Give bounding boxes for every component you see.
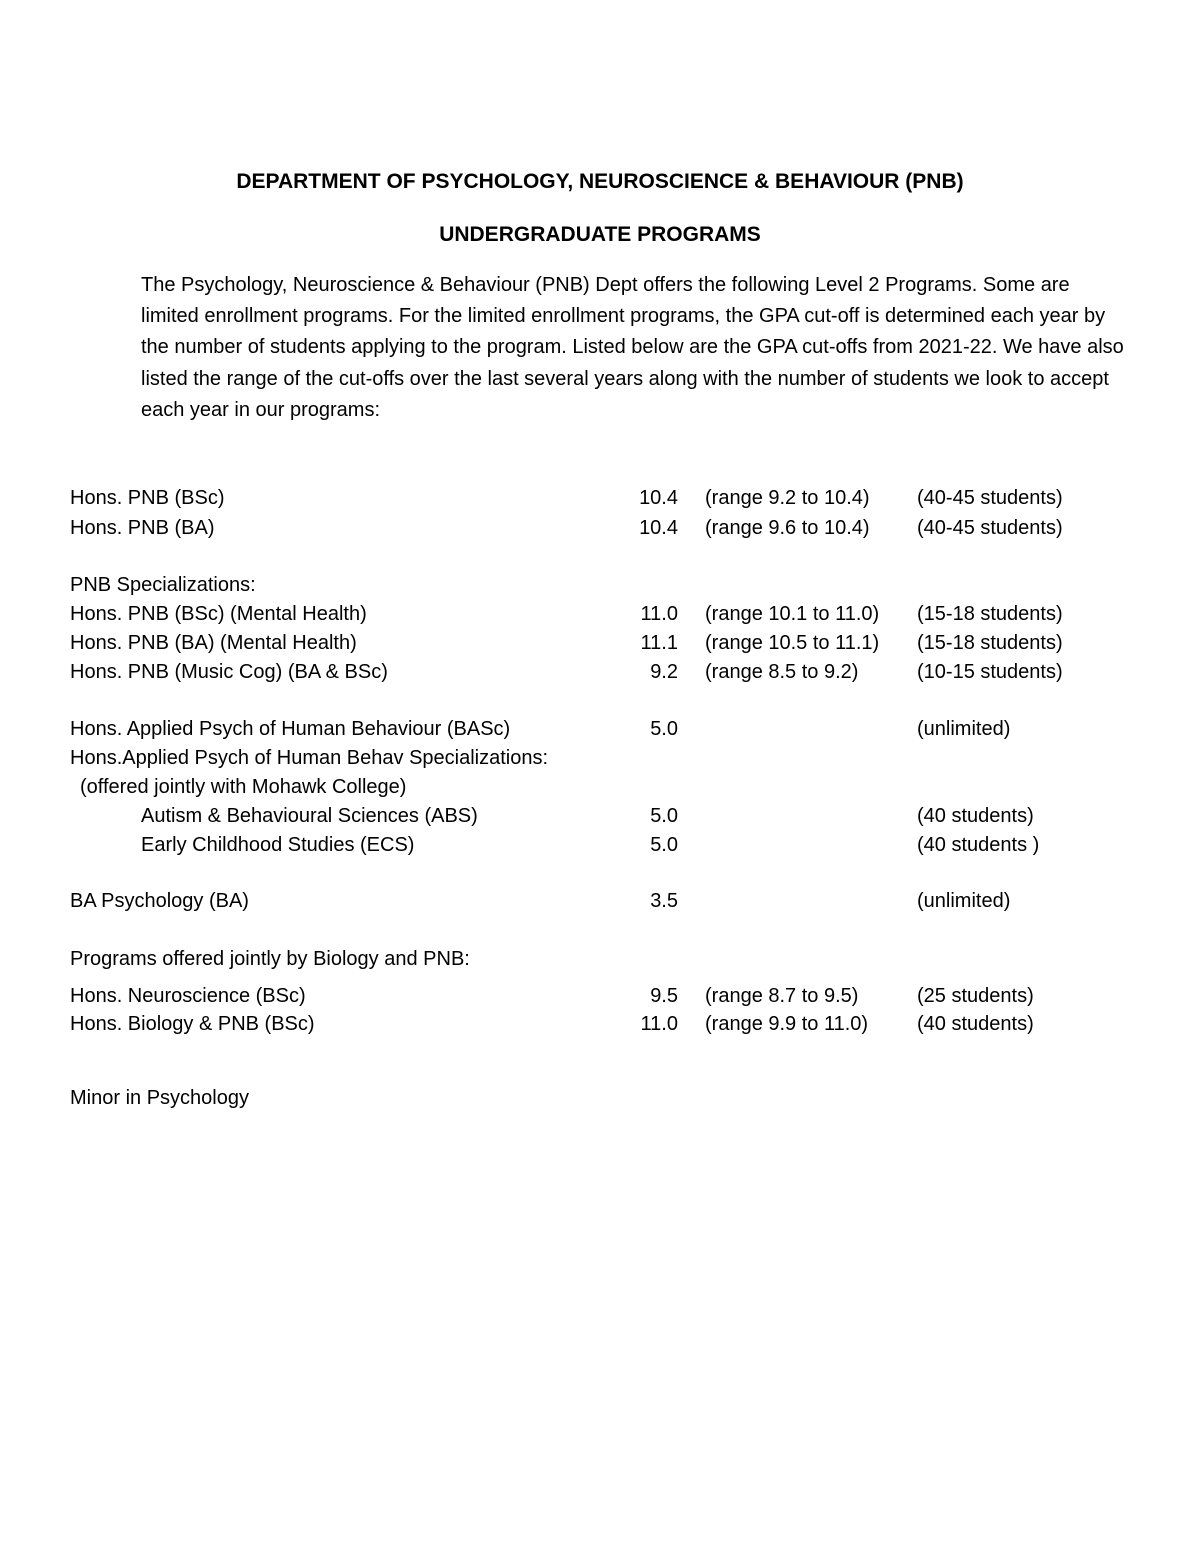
section-heading: Hons.Applied Psych of Human Behav Specializations: xyxy=(70,747,549,769)
program-name: Hons. PNB (BA) (Mental Health) xyxy=(70,632,357,654)
program-name: Hons. Biology & PNB (BSc) xyxy=(70,1013,315,1035)
gpa-cutoff: 5.0 xyxy=(650,718,678,740)
program-name: Hons. Neuroscience (BSc) xyxy=(70,985,306,1007)
gpa-range: (range 8.7 to 9.5) xyxy=(705,985,859,1007)
gpa-cutoff: 5.0 xyxy=(650,834,678,856)
program-name: Early Childhood Studies (ECS) xyxy=(141,834,415,856)
program-row xyxy=(0,1084,1200,1112)
student-capacity: (10-15 students) xyxy=(917,661,1063,683)
program-row xyxy=(0,600,1200,628)
student-capacity: (15-18 students) xyxy=(917,603,1063,625)
program-row xyxy=(0,887,1200,915)
gpa-cutoff: 9.5 xyxy=(650,985,678,1007)
gpa-cutoff: 5.0 xyxy=(650,805,678,827)
program-row xyxy=(0,1010,1200,1038)
gpa-cutoff: 11.0 xyxy=(640,603,678,625)
section-heading: PNB Specializations: xyxy=(70,574,256,596)
program-name: Hons. PNB (BA) xyxy=(70,517,215,539)
program-row xyxy=(0,715,1200,743)
program-name: Autism & Behavioural Sciences (ABS) xyxy=(141,805,478,827)
gpa-range: (range 9.6 to 10.4) xyxy=(705,517,870,539)
document-subtitle: UNDERGRADUATE PROGRAMS xyxy=(439,223,761,246)
gpa-range: (range 9.9 to 11.0) xyxy=(705,1013,869,1035)
gpa-cutoff: 3.5 xyxy=(650,890,678,912)
section-heading-row xyxy=(0,744,1200,772)
program-name: Hons. PNB (BSc) (Mental Health) xyxy=(70,603,367,625)
student-capacity: (40 students) xyxy=(917,805,1034,827)
program-row xyxy=(0,484,1200,512)
intro-paragraph: The Psychology, Neuroscience & Behaviour (PNB) Dept offers the following Level 2 Programs. Some are limited enrollment programs. For the limited enrollment programs, the GPA cut-off is determined each year by the number of students applying to the program. Listed below are the GPA cut-offs from 2021-22. We have also listed the range of the cut-offs over the last several years along with the number of students we look to accept each year in our programs: xyxy=(141,274,1124,421)
program-name: Hons. Applied Psych of Human Behaviour (BASc) xyxy=(70,718,511,740)
section-note: (offered jointly with Mohawk College) xyxy=(80,776,407,798)
program-row xyxy=(0,658,1200,686)
gpa-cutoff: 9.2 xyxy=(650,661,678,683)
program-name: Hons. PNB (BSc) xyxy=(70,487,225,509)
gpa-cutoff: 10.4 xyxy=(639,517,678,539)
program-row xyxy=(0,514,1200,542)
program-row xyxy=(0,802,1200,830)
student-capacity: (40-45 students) xyxy=(917,487,1063,509)
gpa-range: (range 10.1 to 11.0) xyxy=(705,603,880,625)
student-capacity: (40 students ) xyxy=(917,834,1040,856)
student-capacity: (40 students) xyxy=(917,1013,1034,1035)
program-row xyxy=(0,982,1200,1010)
student-capacity: (40-45 students) xyxy=(917,517,1063,539)
student-capacity: (15-18 students) xyxy=(917,632,1063,654)
gpa-cutoff: 10.4 xyxy=(639,487,678,509)
gpa-cutoff: 11.0 xyxy=(640,1013,678,1035)
section-heading: Programs offered jointly by Biology and PNB: xyxy=(70,948,470,970)
gpa-cutoff: 11.1 xyxy=(640,632,678,654)
student-capacity: (25 students) xyxy=(917,985,1034,1007)
program-name: Hons. PNB (Music Cog) (BA & BSc) xyxy=(70,661,388,683)
section-heading-row xyxy=(0,571,1200,599)
student-capacity: (unlimited) xyxy=(917,890,1011,912)
program-name: Minor in Psychology xyxy=(70,1087,249,1109)
program-name: BA Psychology (BA) xyxy=(70,890,249,912)
gpa-range: (range 8.5 to 9.2) xyxy=(705,661,859,683)
section-note-row xyxy=(0,773,1200,801)
gpa-range: (range 10.5 to 11.1) xyxy=(705,632,880,654)
student-capacity: (unlimited) xyxy=(917,718,1011,740)
program-row xyxy=(0,629,1200,657)
document-title: DEPARTMENT OF PSYCHOLOGY, NEUROSCIENCE & BEHAVIOUR (PNB) xyxy=(236,170,964,193)
section-heading-row xyxy=(0,945,1200,973)
gpa-range: (range 9.2 to 10.4) xyxy=(705,487,870,509)
program-row xyxy=(0,831,1200,859)
